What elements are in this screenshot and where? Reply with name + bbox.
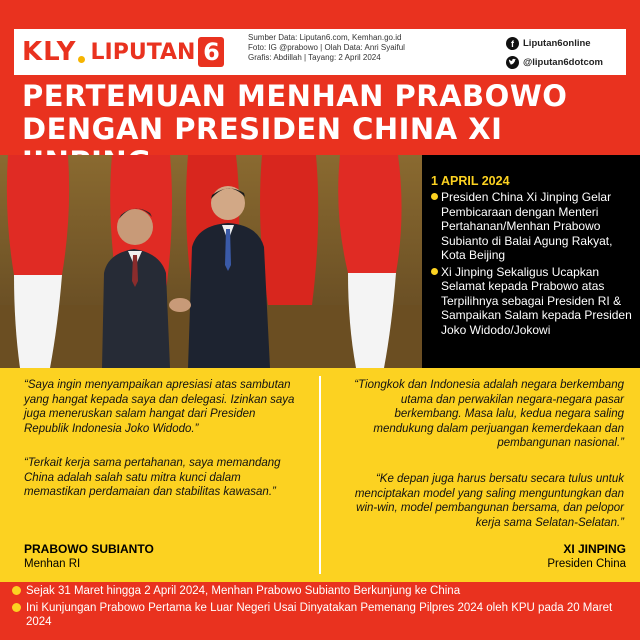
info-point: Xi Jinping Sekaligus Ucapkan Selamat kepada Prabowo atas Terpilihnya sebagai Presiden RI & Sampaikan Salam kepada Presiden Joko Widodo/Jokowi [431, 265, 633, 338]
social-handles [506, 35, 624, 73]
info-point: Presiden China Xi Jinping Gelar Pembicaraan dengan Menteri Pertahanan/Menhan Prabowo Subianto di Balai Agung Rakyat, Kota Beijing [431, 190, 633, 263]
info-date: 1 APRIL 2024 [431, 174, 510, 188]
facebook-handle: Liputan6online [523, 38, 591, 49]
credit-photo: Foto: IG @prabowo | Olah Data: Anri Syaiful [248, 43, 405, 52]
logo-kly-text: KLY [22, 37, 77, 67]
logo-number-badge: 6 [198, 37, 224, 67]
social-twitter[interactable] [506, 54, 624, 71]
credit-graphic: Grafis: Abdillah | Tayang: 2 April 2024 [248, 53, 381, 62]
prabowo-quotes [0, 368, 318, 582]
bullet-icon [12, 586, 21, 595]
credits [248, 33, 458, 63]
headline-line-2: DENGAN PRESIDEN CHINA XI [22, 112, 503, 146]
headline-line-1: PERTEMUAN MENHAN PRABOWO [22, 79, 568, 113]
info-points [431, 190, 633, 339]
xi-jinping-quotes [322, 368, 640, 582]
panel-divider [319, 376, 321, 574]
social-facebook[interactable] [506, 35, 624, 52]
logo-name-text: LIPUTAN [90, 39, 196, 65]
xi-name: XI JINPING [563, 542, 626, 556]
footer-points [12, 584, 632, 632]
credit-source: Sumber Data: Liputan6.com, Kemhan.go.id [248, 33, 402, 42]
twitter-icon [506, 56, 519, 69]
prabowo-quote-2: “Terkait kerja sama pertahanan, saya memandang China adalah salah satu mitra kunci dalam memastikan perdamaian dan stabilitas kawasan.” [24, 457, 281, 498]
liputan6-logo [22, 34, 224, 70]
bullet-icon [431, 268, 438, 275]
bullet-icon [12, 603, 21, 612]
info-box [422, 155, 640, 368]
twitter-handle: @liputan6dotcom [523, 57, 603, 68]
meeting-photo [0, 155, 422, 368]
header-bar [14, 29, 626, 75]
meeting-photo-illustration [0, 155, 422, 368]
footer-point: Ini Kunjungan Prabowo Pertama ke Luar Negeri Usai Dinyatakan Pemenang Pilpres 2024 oleh KPU pada 20 Maret 2024 [12, 601, 632, 629]
xi-quote-2: “Ke depan juga harus bersatu secara tulus untuk menciptakan model yang saling menguntungkan dan win-win, model pembangunan bersama, dan pelopor kerja sama Selatan-Selatan.” [354, 473, 624, 529]
xi-role: Presiden China [547, 558, 626, 570]
prabowo-name: PRABOWO SUBIANTO [24, 542, 154, 556]
xi-quote-1: “Tiongkok dan Indonesia adalah negara berkembang utama dan perwakilan negara-negara pasar berkembang. Masa lalu, kedua negara saling mendukung dalam perjuangan kemerdekaan dan pembangunan nasional.” [354, 379, 624, 449]
prabowo-quote-1: “Saya ingin menyampaikan apresiasi atas sambutan yang hangat kepada saya dan delegasi. Izinkan saya juga meneruskan salam hangat dari Presiden Republik Indonesia Joko Widodo.” [24, 379, 295, 435]
top-banner [0, 0, 640, 155]
logo-dot-icon [78, 56, 85, 63]
footer-banner [0, 582, 640, 640]
facebook-icon: f [506, 37, 519, 50]
prabowo-role: Menhan RI [24, 558, 81, 570]
footer-point: Sejak 31 Maret hingga 2 April 2024, Menhan Prabowo Subianto Berkunjung ke China [12, 584, 632, 598]
bullet-icon [431, 193, 438, 200]
